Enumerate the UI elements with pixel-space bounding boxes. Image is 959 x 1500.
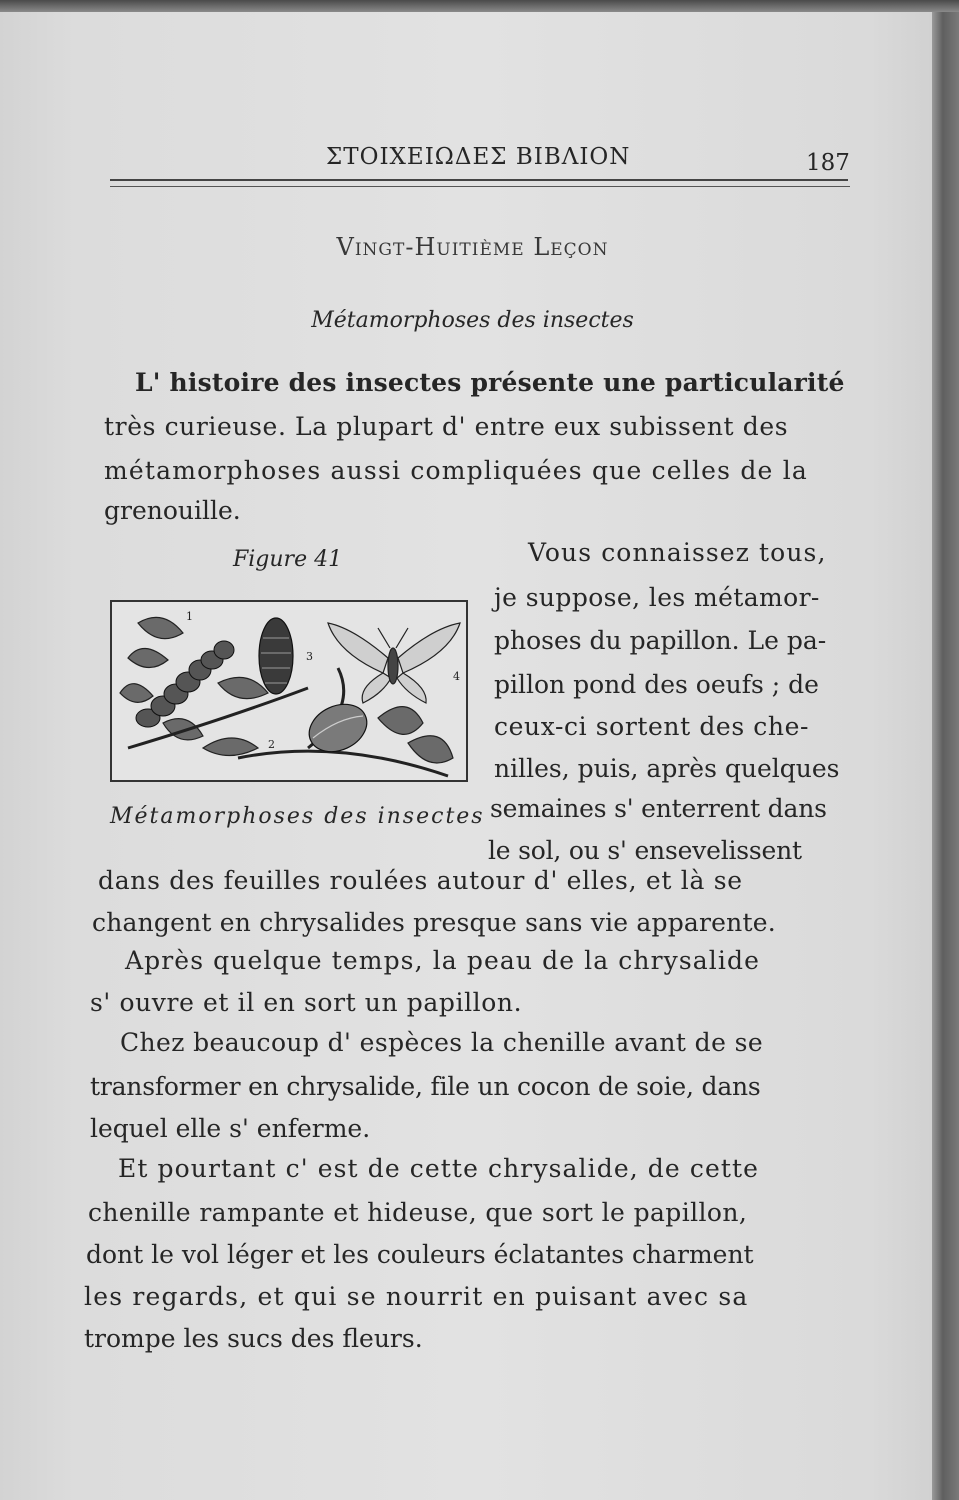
text-line: chenille rampante et hideuse, que sort le papillon, bbox=[88, 1198, 748, 1227]
stage-number: 4 bbox=[453, 670, 460, 683]
text-line: très curieuse. La plupart d' entre eux subissent des bbox=[104, 412, 789, 441]
text-line: semaines s' enterrent dans bbox=[490, 794, 827, 823]
header-rule-thin bbox=[110, 186, 850, 187]
text-line: trompe les sucs des fleurs. bbox=[84, 1324, 423, 1353]
stage-number: 2 bbox=[268, 738, 275, 751]
text-line: phoses du papillon. Le pa- bbox=[494, 626, 827, 655]
page-edge bbox=[932, 0, 959, 1500]
figure-caption: Métamorphoses des insectes bbox=[110, 804, 485, 829]
text-line: s' ouvre et il en sort un papillon. bbox=[90, 988, 523, 1017]
metamorphosis-illustration bbox=[108, 598, 470, 784]
text-line: dans des feuilles roulées autour d' elles, et là se bbox=[98, 866, 743, 895]
figure-label: Figure 41 bbox=[233, 547, 343, 572]
text-line: pillon pond des oeufs ; de bbox=[494, 670, 819, 699]
text-line: transformer en chrysalide, file un cocon de soie, dans bbox=[90, 1072, 761, 1101]
page-number: 187 bbox=[806, 150, 850, 176]
text-line: L' histoire des insectes présente une particularité bbox=[135, 368, 845, 397]
chrysalis-icon bbox=[259, 618, 293, 694]
text-line: lequel elle s' enferme. bbox=[90, 1114, 371, 1143]
lesson-title: Vingt-Huitième Leçon bbox=[336, 233, 609, 261]
text-line: métamorphoses aussi compliquées que celles de la bbox=[104, 456, 808, 485]
text-line: le sol, ou s' ensevelissent bbox=[488, 836, 802, 865]
text-line: ceux-ci sortent des che- bbox=[494, 712, 810, 741]
text-line: changent en chrysalides presque sans vie apparente. bbox=[92, 908, 776, 937]
text-line: dont le vol léger et les couleurs éclatantes charment bbox=[86, 1240, 754, 1269]
text-line: Chez beaucoup d' espèces la chenille avant de se bbox=[120, 1028, 764, 1057]
stage-number: 1 bbox=[186, 610, 193, 623]
running-title: ΣΤΟΙΧΕΙΩΔΕΣ ΒΙΒΛΙΟΝ bbox=[326, 144, 631, 170]
text-line: Après quelque temps, la peau de la chrysalide bbox=[125, 946, 760, 975]
text-line: Et pourtant c' est de cette chrysalide, de cette bbox=[118, 1154, 760, 1183]
stage-number: 3 bbox=[306, 650, 313, 663]
text-line: grenouille. bbox=[104, 496, 241, 525]
text-line: je suppose, les métamor- bbox=[494, 583, 820, 612]
header-rule bbox=[110, 179, 848, 181]
text-line: Vous connaissez tous, bbox=[528, 538, 827, 567]
text-line: les regards, et qui se nourrit en puisant avec sa bbox=[84, 1282, 749, 1311]
text-line: nilles, puis, après quelques bbox=[494, 754, 840, 783]
page-top-edge bbox=[0, 0, 959, 12]
lesson-subtitle: Métamorphoses des insectes bbox=[311, 308, 634, 333]
